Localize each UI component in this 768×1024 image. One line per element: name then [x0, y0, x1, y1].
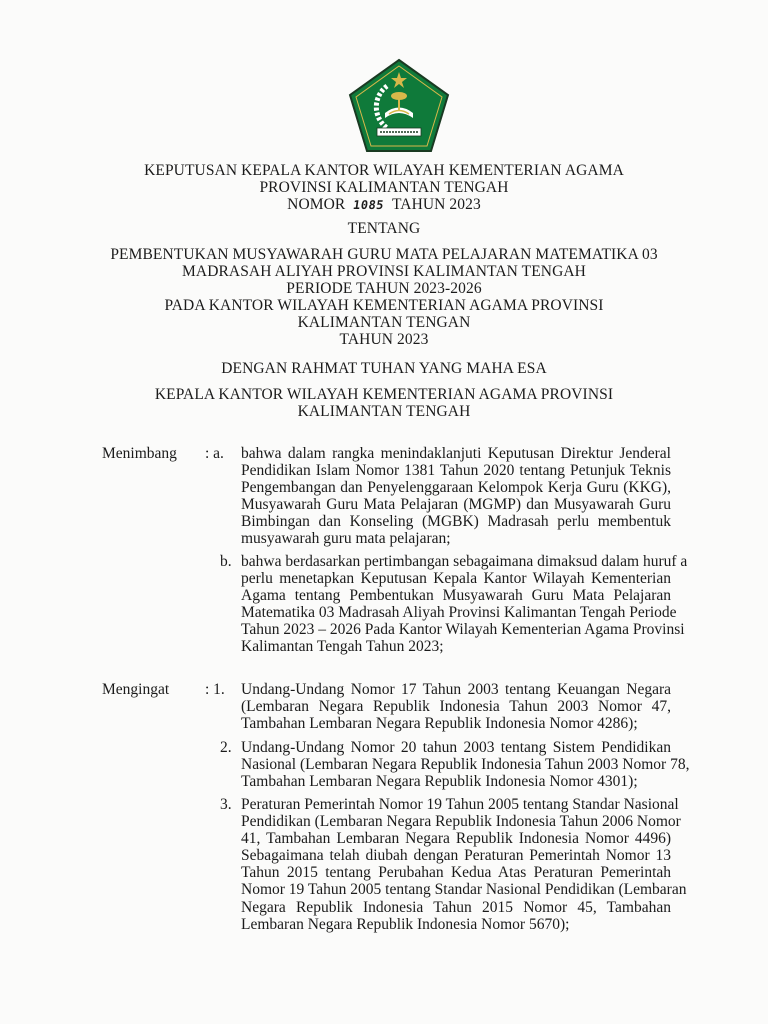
- decree-number-suffix: TAHUN 2023: [391, 196, 481, 213]
- official-heading: [0, 386, 768, 420]
- menimbang-marker-a: : a.: [205, 445, 224, 462]
- menimbang-point-b: [241, 553, 688, 656]
- paragraph-line: Matematika 03 Madrasah Aliyah Provinsi Kalimantan Tengah Periode: [241, 604, 677, 622]
- menimbang-point-a: [241, 445, 671, 548]
- official-line: KALIMANTAN TENGAH: [297, 403, 471, 420]
- mengingat-point-2: [241, 739, 690, 791]
- decree-number-line: [0, 196, 768, 213]
- paragraph-line: Pengembangan dan Penyelenggaraan Kelompok Kerja Guru (KKG),: [241, 479, 671, 497]
- paragraph-line: Tambahan Lembaran Negara Republik Indonesia Nomor 4286);: [241, 715, 638, 733]
- mengingat-point-1: [241, 681, 671, 732]
- subject-line: TAHUN 2023: [339, 331, 429, 348]
- decree-subject: [0, 246, 768, 348]
- paragraph-line: Bimbingan dan Konseling (MGBK) Madrasah perlu membentuk: [241, 513, 671, 531]
- subject-line: PEMBENTUKAN MUSYAWARAH GURU MATA PELAJARAN MATEMATIKA 03: [110, 246, 658, 263]
- title-line-2: PROVINSI KALIMANTAN TENGAH: [259, 179, 509, 196]
- tentang-label: TENTANG: [347, 220, 421, 237]
- mengingat-point-3: [241, 796, 687, 933]
- paragraph-line: Undang-Undang Nomor 17 Tahun 2003 tentang Keuangan Negara: [241, 681, 671, 698]
- paragraph-line: 41, Tambahan Lembaran Negara Republik Indonesia Nomor 4496): [241, 830, 671, 848]
- rahmat-heading: [0, 360, 768, 377]
- paragraph-line: Negara Republik Indonesia Tahun 2015 Nomor 45, Tambahan: [241, 898, 671, 916]
- paragraph-line: Musyawarah Guru Mata Pelajaran (MGMP) dan Musyawarah Guru: [241, 496, 671, 514]
- decree-number-handwritten: 1085: [352, 198, 386, 212]
- paragraph-line: perlu menetapkan Keputusan Kepala Kantor Wilayah Kementerian: [241, 570, 671, 588]
- mengingat-marker-3: 3.: [220, 796, 232, 813]
- mengingat-marker-2: 2.: [220, 739, 232, 756]
- rahmat-line: DENGAN RAHMAT TUHAN YANG MAHA ESA: [221, 360, 547, 377]
- paragraph-line: Tahun 2023 – 2026 Pada Kantor Wilayah Kementerian Agama Provinsi: [241, 621, 685, 639]
- paragraph-line: Undang-Undang Nomor 20 tahun 2003 tentang Sistem Pendidikan: [241, 739, 671, 756]
- kemenag-emblem-logo: [347, 58, 451, 154]
- paragraph-line: Kalimantan Tengah Tahun 2023;: [241, 638, 444, 656]
- subject-line: MADRASAH ALIYAH PROVINSI KALIMANTAN TENGAH: [182, 263, 586, 280]
- paragraph-line: bahwa dalam rangka menindaklanjuti Keputusan Direktur Jenderal: [241, 445, 671, 462]
- subject-line: KALIMANTAN TENGAN: [297, 314, 471, 331]
- decree-number-prefix: NOMOR: [287, 196, 346, 213]
- mengingat-label: Mengingat: [102, 681, 170, 698]
- paragraph-line: Pendidikan (Lembaran Negara Republik Indonesia Tahun 2006 Nomor: [241, 813, 681, 831]
- paragraph-line: Agama tentang Pembentukan Musyawarah Guru Mata Pelajaran: [241, 587, 671, 605]
- paragraph-line: Tahun 2015 tentang Perubahan Kedua Atas Peraturan Pemerintah: [241, 864, 671, 882]
- paragraph-line: Tambahan Lembaran Negara Republik Indonesia Nomor 4301);: [241, 773, 638, 791]
- paragraph-line: Nasional (Lembaran Negara Republik Indonesia Tahun 2003 Nomor 78,: [241, 756, 690, 774]
- paragraph-line: (Lembaran Negara Republik Indonesia Tahun 2003 Nomor 47,: [241, 698, 671, 716]
- tentang-heading: [0, 220, 768, 237]
- menimbang-marker-b: b.: [220, 553, 232, 570]
- paragraph-line: Lembaran Negara Republik Indonesia Nomor 5670);: [241, 915, 570, 933]
- menimbang-label: Menimbang: [102, 445, 177, 462]
- official-line: KEPALA KANTOR WILAYAH KEMENTERIAN AGAMA PROVINSI: [154, 386, 614, 403]
- subject-line: PERIODE TAHUN 2023-2026: [286, 280, 482, 297]
- paragraph-line: Sebagaimana telah diubah dengan Peraturan Pemerintah Nomor 13: [241, 847, 671, 865]
- paragraph-line: Pendidikan Islam Nomor 1381 Tahun 2020 tentang Petunjuk Teknis: [241, 462, 671, 480]
- paragraph-line: bahwa berdasarkan pertimbangan sebagaimana dimaksud dalam huruf a: [241, 553, 688, 570]
- paragraph-line: Peraturan Pemerintah Nomor 19 Tahun 2005 tentang Standar Nasional: [241, 796, 679, 813]
- decree-title: [0, 162, 768, 213]
- paragraph-line: musyawarah guru mata pelajaran;: [241, 530, 451, 548]
- paragraph-line: Nomor 19 Tahun 2005 tentang Standar Nasional Pendidikan (Lembaran: [241, 881, 687, 899]
- subject-line: PADA KANTOR WILAYAH KEMENTERIAN AGAMA PROVINSI: [164, 297, 604, 314]
- mengingat-marker-1: : 1.: [205, 681, 225, 698]
- title-line-1: KEPUTUSAN KEPALA KANTOR WILAYAH KEMENTERIAN AGAMA: [144, 162, 624, 179]
